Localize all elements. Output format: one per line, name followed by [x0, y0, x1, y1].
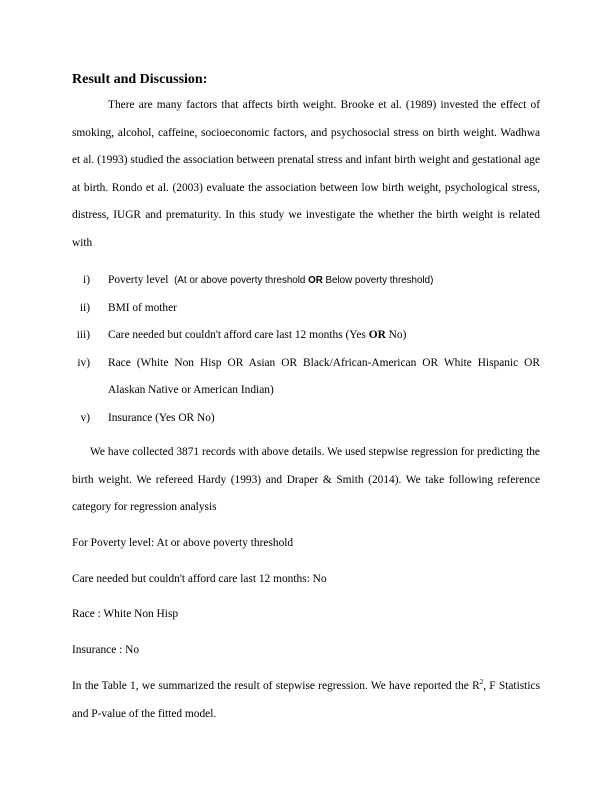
factor-text: BMI of mother	[108, 301, 177, 314]
factor-detail-part: (At or above poverty threshold	[174, 275, 309, 286]
summary-text: In the Table 1, we summarized the result of stepwise regression. We have reported the R	[72, 680, 480, 692]
factor-label: Poverty level	[108, 274, 169, 286]
summary-text: , F Statistics and P-value of the fitted model.	[72, 680, 541, 720]
list-number: iii)	[76, 329, 90, 341]
list-number: iv)	[77, 356, 90, 369]
list-item	[72, 295, 540, 323]
summary-paragraph	[72, 673, 540, 728]
factor-list	[72, 267, 540, 432]
reference-category: For Poverty level: At or above poverty threshold	[72, 537, 294, 549]
reference-category: Insurance : No	[72, 644, 140, 656]
factor-text-or: OR	[368, 329, 386, 341]
method-paragraph: We have collected 3871 records with above details. We used stepwise regression for predicting the birth weight. We refereed Hardy (1993) and Draper & Smith (2014). We take following reference category for regression analysis	[72, 446, 540, 513]
list-number: v)	[80, 411, 90, 424]
factor-text: Care needed but couldn't afford care last 12 months (Yes	[108, 329, 369, 341]
section-heading: Result and Discussion:	[72, 72, 208, 87]
factor-text: Race (White Non Hisp OR Asian OR Black/African-American OR White Hispanic OR Alaskan Native or American Indian)	[108, 356, 540, 396]
reference-category: Care needed but couldn't afford care last 12 months: No	[72, 573, 327, 585]
factor-detail-or: OR	[308, 275, 323, 286]
factor-text: Insurance (Yes OR No)	[108, 411, 215, 424]
list-number: i)	[83, 274, 90, 286]
list-item	[72, 350, 540, 405]
list-item	[72, 322, 540, 350]
intro-paragraph: There are many factors that affects birth weight. Brooke et al. (1989) invested the effect of smoking, alcohol, caffeine, socioeconomic factors, and psychosocial stress on birth weight. Wadhwa et al. (1993) studied the association between prenatal stress and infant birth weight and gestational age at birth. Rondo et al. (2003) evaluate the association between low birth weight, psychological stress, distress, IUGR and prematurity. In this study we investigate the whether the birth weight is related with	[72, 99, 540, 249]
list-number: ii)	[79, 301, 90, 314]
factor-detail	[174, 275, 433, 286]
factor-text: No)	[385, 329, 407, 341]
list-item	[72, 405, 540, 433]
reference-category: Race : White Non Hisp	[72, 608, 179, 620]
r-squared-superscript: 2	[479, 678, 484, 687]
list-item	[72, 267, 540, 295]
factor-detail-part: Below poverty threshold)	[322, 275, 434, 286]
